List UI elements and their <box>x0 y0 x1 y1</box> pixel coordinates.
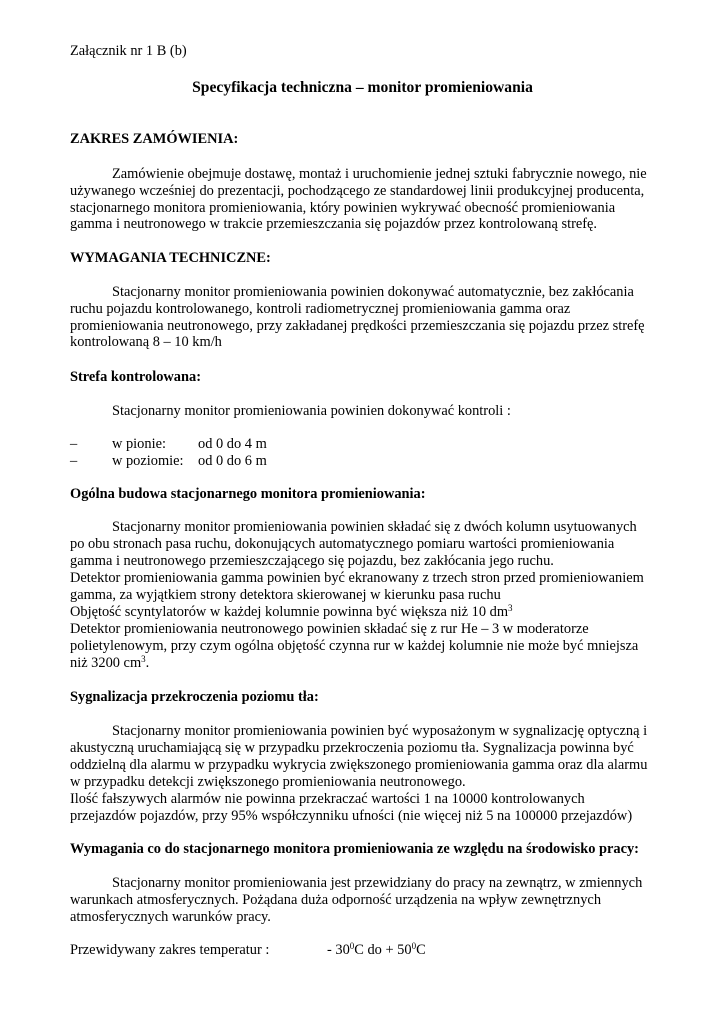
temp-range <box>327 941 426 959</box>
build-line: Detektor promieniowania gamma powinien być ekranowany z trzech stron przed promieniowaniem <box>70 570 644 586</box>
scope-line: Zamówienie obejmuje dostawę, montaż i uruchomienie jednej sztuki fabrycznie nowego, nie <box>112 166 647 182</box>
build-min-line <box>70 654 149 672</box>
signal-line: przejazdów pojazdów, przy 95% współczynniku ufności (nie więcej niż 5 na 100000 przejazdów) <box>70 808 633 824</box>
tech-line: Stacjonarny monitor promieniowania powinien dokonywać automatycznie, bez zakłócania <box>112 284 634 300</box>
signal-heading: Sygnalizacja przekroczenia poziomu tła: <box>70 689 319 705</box>
build-line: Detektor promieniowania neutronowego powinien składać się z rur He – 3 w moderatorze <box>70 621 589 637</box>
tech-line: promieniowania neutronowego, przy zakładanej prędkości przemieszczania się pojazdu przez strefę <box>70 318 645 334</box>
temp-end: C <box>416 942 426 958</box>
temp-low-sup: 0 <box>349 941 355 951</box>
signal-line: w przypadku detekcji zwiększonego promieniowania neutronowego. <box>70 774 466 790</box>
document-title: Specyfikacja techniczna – monitor promieniowania <box>192 79 533 96</box>
tech-line: kontrolowaną 8 – 10 km/h <box>70 334 222 350</box>
build-line: po obu stronach pasa ruchu, dokonujących automatycznego pomiaru wartości promieniowania <box>70 536 615 552</box>
build-min-sup: 3 <box>141 654 146 664</box>
zone-dash: – <box>70 436 78 452</box>
temp-mid: C do + 50 <box>354 942 412 958</box>
env-line: atmosferycznych warunków pracy. <box>70 909 271 925</box>
signal-line: Ilość fałszywych alarmów nie powinna przekraczać wartości 1 na 10000 kontrolowanych <box>70 791 585 807</box>
annex-label: Załącznik nr 1 B (b) <box>70 43 187 59</box>
build-heading: Ogólna budowa stacjonarnego monitora promieniowania: <box>70 486 426 502</box>
build-line: gamma i neutronowego przemieszczającego się pojazdu, bez zakłócania jego ruchu. <box>70 553 554 569</box>
zone-value-vertical: od 0 do 4 m <box>198 436 267 452</box>
temp-low: - 30 <box>327 942 350 958</box>
zone-heading: Strefa kontrolowana: <box>70 369 201 385</box>
build-volume-line <box>70 603 513 621</box>
build-line: Stacjonarny monitor promieniowania powinien składać się z dwóch kolumn usytuowanych <box>112 519 637 535</box>
env-heading: Wymagania co do stacjonarnego monitora promieniowania ze względu na środowisko pracy: <box>70 841 639 857</box>
tech-line: ruchu pojazdu kontrolowanego, kontroli radiometrycznej promieniowania gamma oraz <box>70 301 571 317</box>
zone-intro: Stacjonarny monitor promieniowania powinien dokonywać kontroli : <box>112 403 511 419</box>
scope-heading: ZAKRES ZAMÓWIENIA: <box>70 131 239 147</box>
signal-line: oddzielną dla alarmu w przypadku wykrycia zwiększonego promieniowania gamma oraz dla alarmu <box>70 757 648 773</box>
signal-line: Stacjonarny monitor promieniowania powinien być wyposażonym w sygnalizację optyczną i <box>112 723 648 739</box>
build-volume-text: Objętość scyntylatorów w każdej kolumnie powinna być większa niż 10 dm <box>70 604 509 620</box>
temp-high-sup: 0 <box>411 941 417 951</box>
env-line: Stacjonarny monitor promieniowania jest przewidziany do pracy na zewnątrz, w zmiennych <box>112 875 643 891</box>
scope-line: stacjonarnego monitora promieniowania, który powinien wykrywać obecność promieniowania <box>70 200 616 216</box>
scope-line: używanego wcześniej do prezentacji, pochodzącego ze standardowej linii produkcyjnej producenta, <box>70 183 645 199</box>
signal-line: akustyczną uruchamiającą się w przypadku przekroczenia poziomu tła. Sygnalizacja powinna być <box>70 740 634 756</box>
tech-heading: WYMAGANIA TECHNICZNE: <box>70 250 271 266</box>
zone-label-vertical: w pionie: <box>112 436 166 452</box>
temp-label: Przewidywany zakres temperatur : <box>70 942 270 958</box>
build-line: polietylenowym, przy czym ogólna objętość czynna rur w każdej kolumnie nie może być mniejsza <box>70 638 639 654</box>
build-line: gamma, za wyjątkiem strony detektora skierowanej w kierunku pasa ruchu <box>70 587 501 603</box>
env-line: warunkach atmosferycznych. Pożądana duża odporność urządzenia na wpływ zewnętrznych <box>70 892 602 908</box>
zone-label-horizontal: w poziomie: <box>112 453 184 469</box>
zone-value-horizontal: od 0 do 6 m <box>198 453 267 469</box>
zone-dash: – <box>70 453 78 469</box>
build-min-end: . <box>145 655 150 671</box>
scope-line: gamma i neutronowego w trakcie przemieszczania się pojazdów przez kontrolowaną strefę. <box>70 216 598 232</box>
build-min-text: niż 3200 cm <box>70 655 142 671</box>
build-volume-sup: 3 <box>508 603 513 613</box>
